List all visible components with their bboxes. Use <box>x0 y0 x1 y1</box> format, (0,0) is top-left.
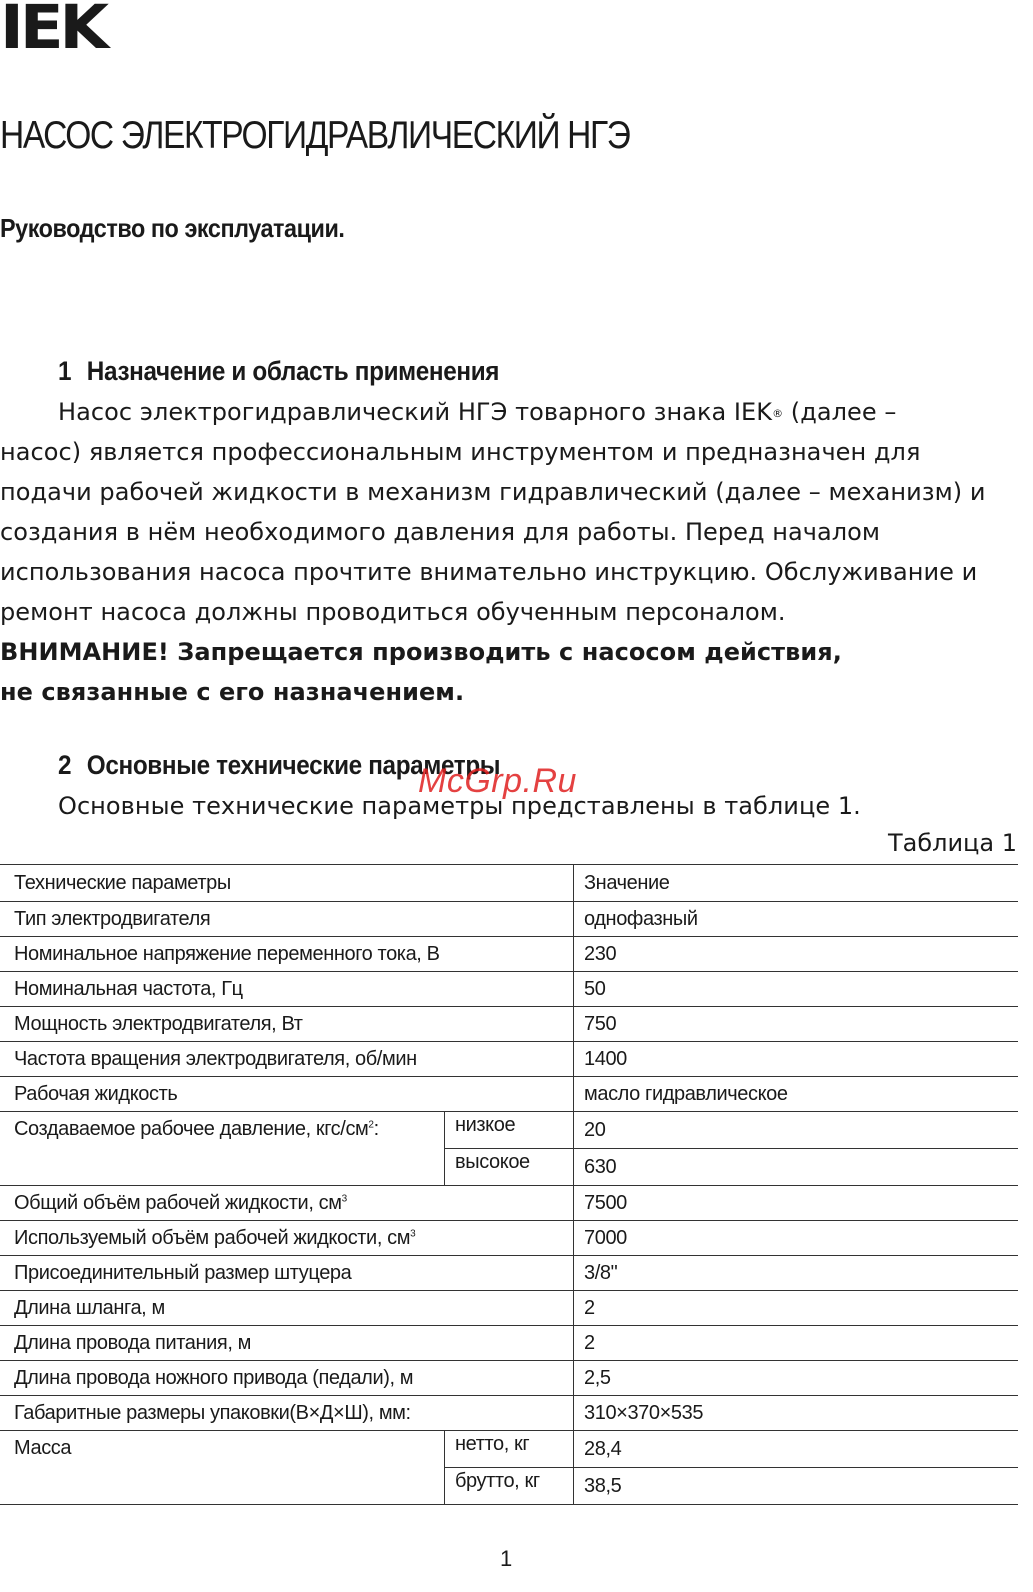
param-cell: Длина провода питания, м <box>0 1326 574 1361</box>
table-row <box>0 902 1018 937</box>
mass-param-cell: Масса <box>0 1431 445 1505</box>
mass-gross-value: 38,5 <box>574 1468 1019 1505</box>
value-cell: 1400 <box>574 1042 1019 1077</box>
iek-logo: IEK <box>0 0 106 64</box>
param-cell: Используемый объём рабочей жидкости, $см^3$ <box>0 1221 574 1256</box>
page-number: 1 <box>500 1546 513 1571</box>
value-cell: 750 <box>574 1007 1019 1042</box>
pressure-high-label: высокое <box>445 1149 574 1186</box>
param-cell: Тип электродвигателя <box>0 902 574 937</box>
paragraph-line: Основные технические параметры представлены в таблице 1. <box>58 792 861 820</box>
section-1-text <box>0 392 1020 712</box>
value-cell: масло гидравлическое <box>574 1077 1019 1112</box>
pressure-high-value: 630 <box>574 1149 1019 1186</box>
value-cell: 2 <box>574 1326 1019 1361</box>
section-1-heading <box>58 355 499 387</box>
param-cell: Номинальная частота, Гц <box>0 972 574 1007</box>
param-cell: Номинальное напряжение переменного тока, В <box>0 937 574 972</box>
value-cell: 2,5 <box>574 1361 1019 1396</box>
mass-gross-label: брутто, кг <box>445 1468 574 1505</box>
section-2-number: 2 <box>58 750 72 780</box>
value-cell: 7500 <box>574 1186 1019 1221</box>
document-subtitle: Руководство по эксплуатации. <box>0 213 345 243</box>
mass-net-label: нетто, кг <box>445 1431 574 1468</box>
param-cell: Длина шланга, м <box>0 1291 574 1326</box>
param-cell: Частота вращения электродвигателя, об/мин <box>0 1042 574 1077</box>
paragraph-line: использования насоса прочтите внимательно инструкцию. Обслуживание и <box>0 558 978 586</box>
section-1-title: Назначение и область применения <box>86 356 500 386</box>
registered-mark: ® <box>772 407 784 420</box>
pressure-low-value: 20 <box>574 1112 1019 1149</box>
paragraph-line: подачи рабочей жидкости в механизм гидравлический (далее – механизм) и <box>0 478 986 506</box>
warning-line: ВНИМАНИЕ! Запрещается производить с насосом действия, <box>0 638 842 666</box>
section-2-title: Основные технические параметры <box>86 750 501 780</box>
value-cell: 310×370×535 <box>574 1396 1019 1431</box>
table-row <box>0 1007 1018 1042</box>
table-caption: Таблица 1 <box>887 829 1017 857</box>
header-value: Значение <box>574 865 1019 902</box>
table-row-pressure-low <box>0 1112 1018 1149</box>
paragraph-line: создания в нём необходимого давления для работы. Перед началом <box>0 518 881 546</box>
pressure-low-label: низкое <box>445 1112 574 1149</box>
param-cell: Общий объём рабочей жидкости, $см^3$ <box>0 1186 574 1221</box>
warning-line: не связанные с его назначением. <box>0 678 465 706</box>
value-cell: 230 <box>574 937 1019 972</box>
value-cell: 2 <box>574 1291 1019 1326</box>
table-row <box>0 937 1018 972</box>
param-cell: Мощность электродвигателя, Вт <box>0 1007 574 1042</box>
table-row <box>0 1042 1018 1077</box>
spec-table <box>0 864 1018 1505</box>
param-cell: Рабочая жидкость <box>0 1077 574 1112</box>
value-cell: 3/8" <box>574 1256 1019 1291</box>
param-cell: Габаритные размеры упаковки(В×Д×Ш), мм: <box>0 1396 574 1431</box>
paragraph-line: насос) является профессиональным инструментом и предназначен для <box>0 438 921 466</box>
pressure-param-cell: Создаваемое рабочее давление, кгс/$см^2$: <box>0 1112 445 1186</box>
param-cell: Присоединительный размер штуцера <box>0 1256 574 1291</box>
watermark: McGrp.Ru <box>418 762 577 800</box>
table-row <box>0 1221 1018 1256</box>
mass-net-value: 28,4 <box>574 1431 1019 1468</box>
table-row <box>0 1186 1018 1221</box>
table-row <box>0 1256 1018 1291</box>
section-1-number: 1 <box>58 356 72 386</box>
table-header-row <box>0 865 1018 902</box>
table-row <box>0 1361 1018 1396</box>
table-row <box>0 972 1018 1007</box>
value-cell: 50 <box>574 972 1019 1007</box>
paragraph-line: Насос электрогидравлический НГЭ товарного знака IEK® (далее – <box>58 398 897 426</box>
table-row <box>0 1326 1018 1361</box>
value-cell: однофазный <box>574 902 1019 937</box>
table-row <box>0 1291 1018 1326</box>
value-cell: 7000 <box>574 1221 1019 1256</box>
table-row <box>0 1396 1018 1431</box>
header-param: Технические параметры <box>0 865 574 902</box>
paragraph-line: ремонт насоса должны проводиться обученным персоналом. <box>0 598 786 626</box>
table-row <box>0 1077 1018 1112</box>
param-cell: Длина провода ножного привода (педали), м <box>0 1361 574 1396</box>
document-title: НАСОС ЭЛЕКТРОГИДРАВЛИЧЕСКИЙ НГЭ <box>0 114 630 157</box>
table-row-mass-net <box>0 1431 1018 1468</box>
